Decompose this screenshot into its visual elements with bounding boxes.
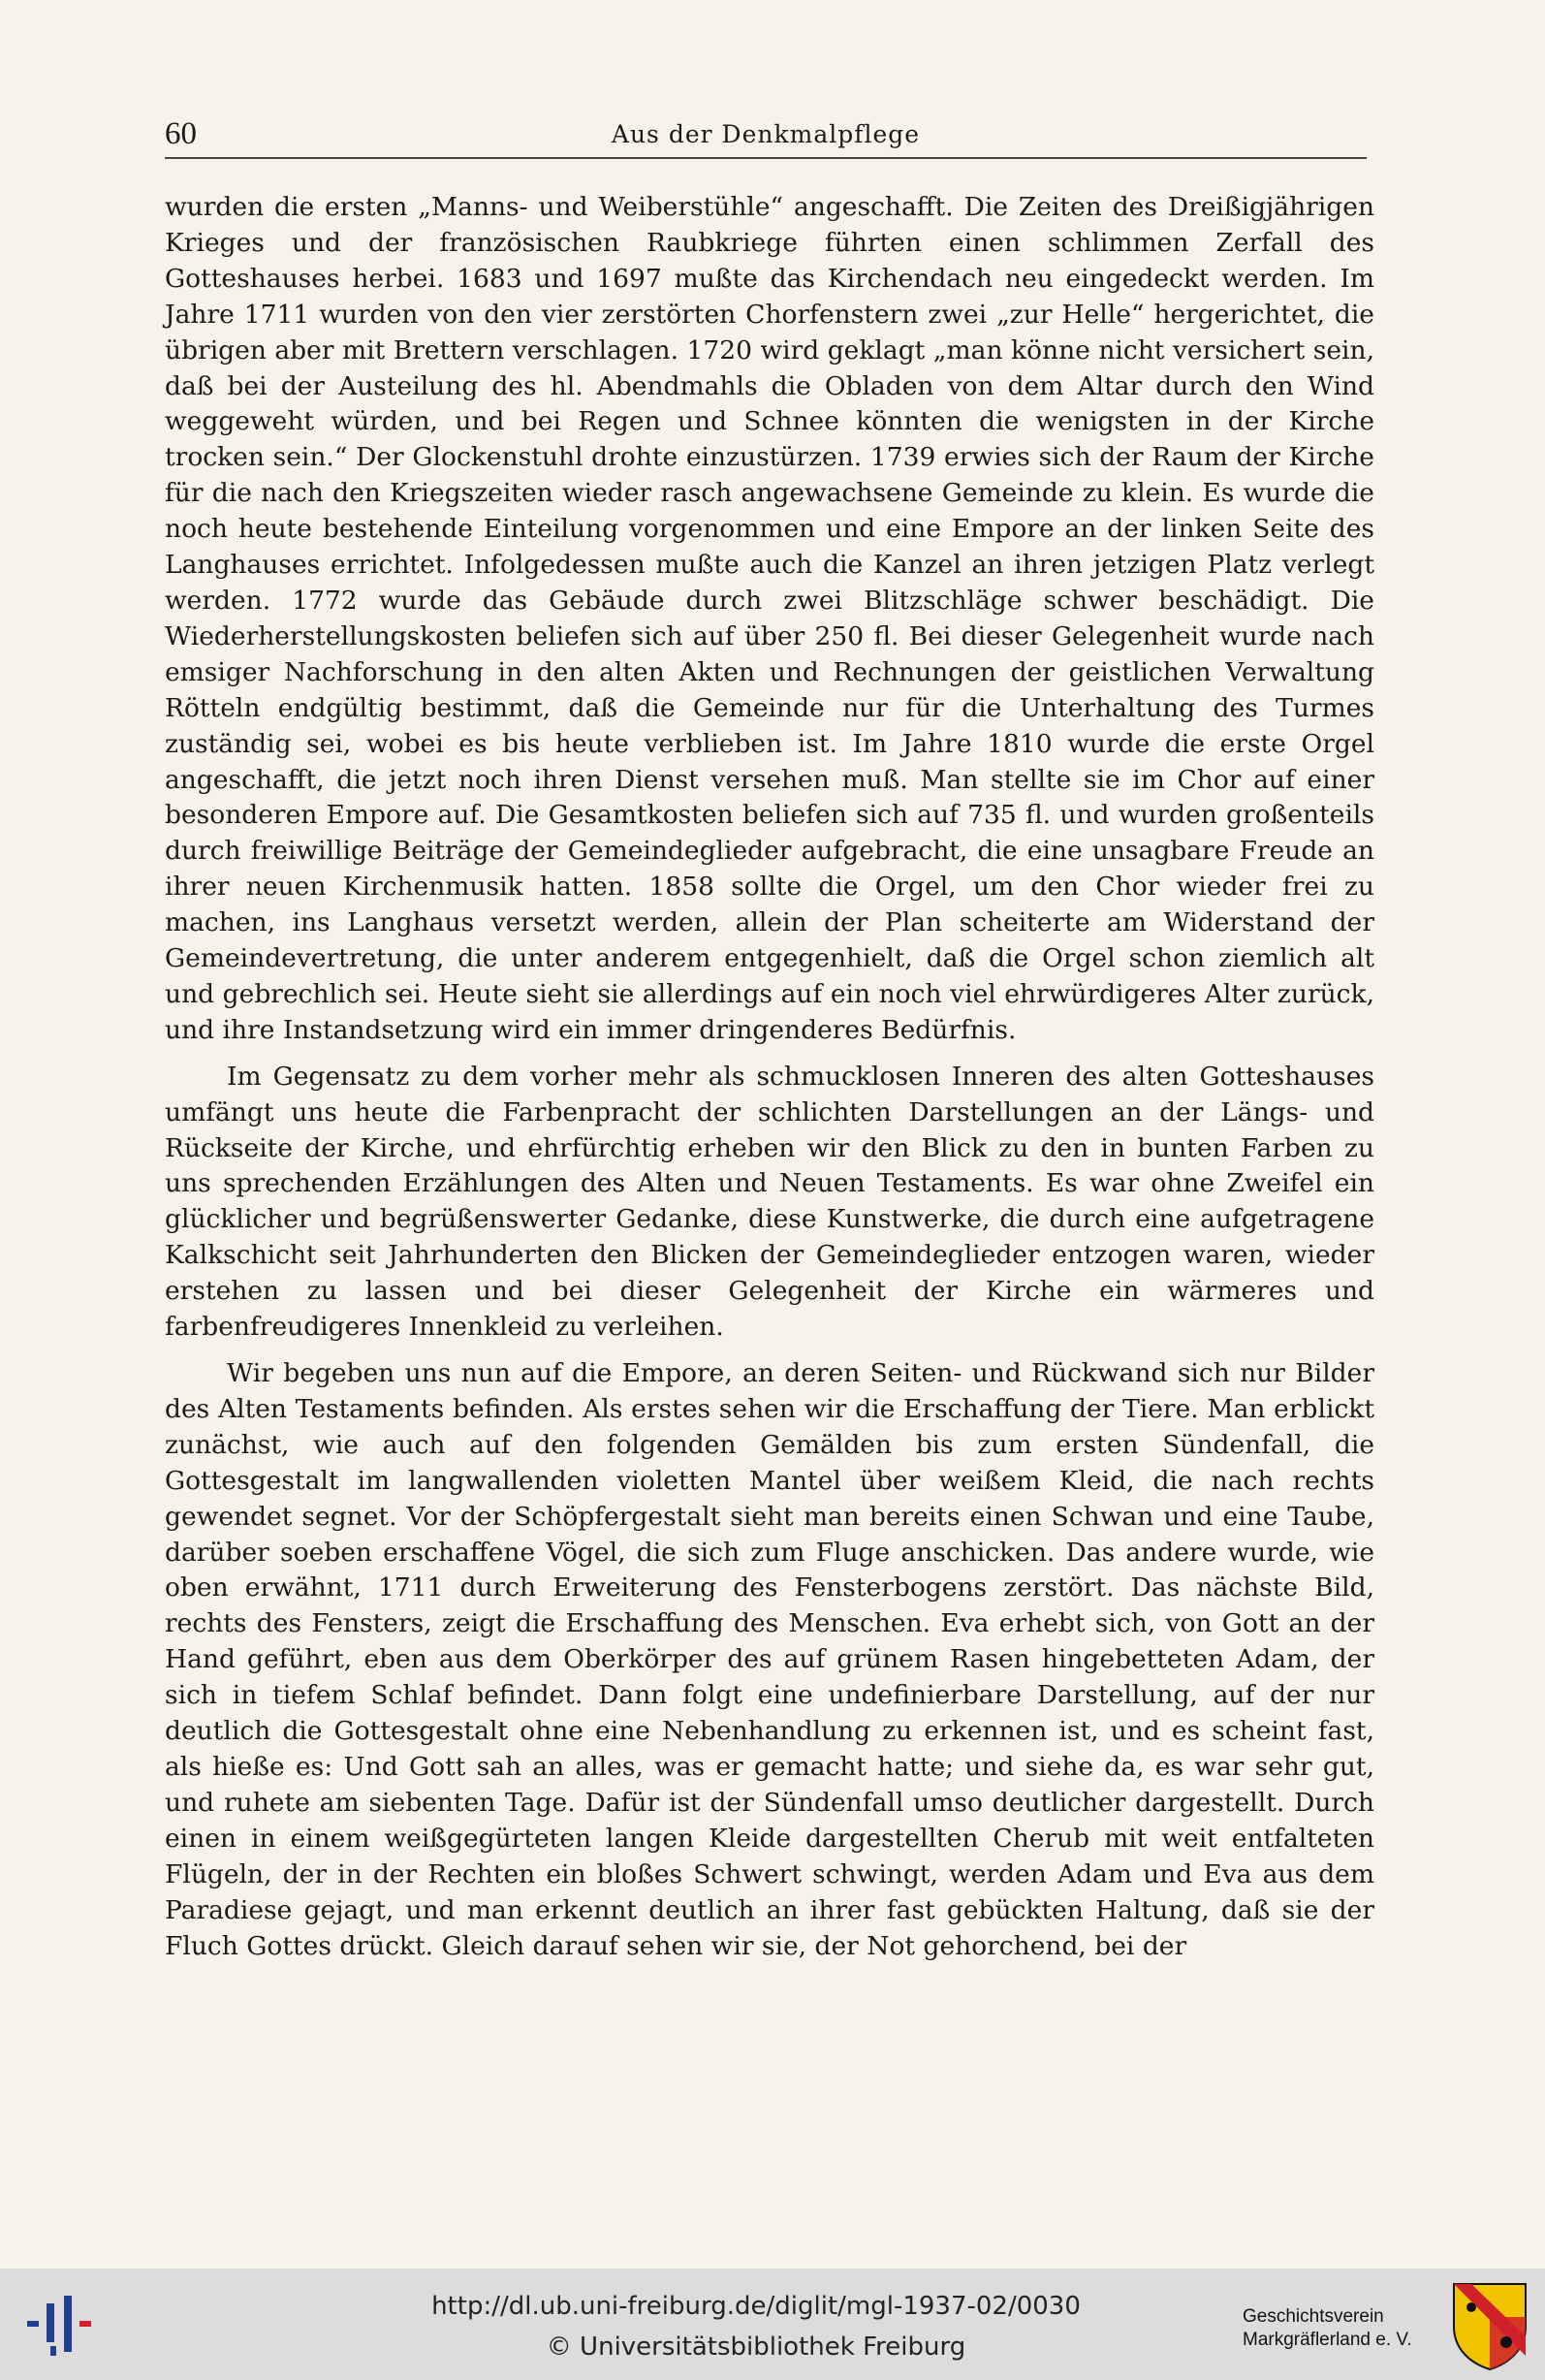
coat-of-arms-icon bbox=[1450, 2278, 1529, 2371]
society-name bbox=[1243, 2305, 1456, 2352]
library-logo-icon bbox=[21, 2286, 99, 2364]
paragraph-2: Im Gegensatz zu dem vorher mehr als schmucklosen Inneren des alten Gotteshauses umfängt uns heute die Farbenpracht der schlichten Darstellungen an der Längs- und Rückseite der Kirche, und ehrfürchtig erheben wir den Blick zu den in bunten Farben zu uns sprechenden Erzählungen des Alten und Neuen Testaments. Es war ohne Zweifel ein glücklicher und begrüßenswerter Gedanke, diese Kunstwerke, die durch eine aufgetragene Kalkschicht seit Jahrhunderten den Blicken der Gemeindeglieder entzogen waren, wieder erstehen zu lassen und bei dieser Gelegenheit der Kirche ein wärmeres und farbenfreudigeres Innenkleid zu verleihen. bbox=[165, 1061, 1374, 1343]
society-name-line1: Geschichtsverein bbox=[1243, 2306, 1384, 2327]
paragraph-1: wurden die ersten „Manns- und Weiberstühle“ angeschafft. Die Zeiten des Dreißigjährigen Krieges und der französischen Raubkriege führten einen schlimmen Zerfall des Gotteshauses herbei. 1683 und 1697 mußte das Kirchendach neu eingedeckt werden. Im Jahre 1711 wurden von den vier zerstörten Chorfenstern zwei „zur Helle“ hergerichtet, die übrigen aber mit Brettern verschlagen. 1720 wird geklagt „man könne nicht versichert sein, daß bei der Austeilung des hl. Abendmahls die Obladen von dem Altar durch den Wind weggeweht würden, und bei Regen und Schnee könnten die wenigsten in der Kirche trocken sein.“ Der Glockenstuhl drohte einzustürzen. 1739 erwies sich der Raum der Kirche für die nach den Kriegszeiten wieder rasch angewachsene Gemeinde zu klein. Es wurde die noch heute bestehende Einteilung vorgenommen und eine Empore an der linken Seite des Langhauses errichtet. Infolgedessen mußte auch die Kanzel an ihren jetzigen Platz verlegt werden. 1772 wurde das Gebäude durch zwei Blitzschläge schwer beschädigt. Die Wiederherstellungskosten beliefen sich auf über 250 fl. Bei dieser Gelegenheit wurde nach emsiger Nachforschung in den alten Akten und Rechnungen der geistlichen Verwaltung Rötteln endgültig bestimmt, daß die Gemeinde nur für die Unterhaltung des Turmes zuständig sei, wobei es bis heute verblieben ist. Im Jahre 1810 wurde die erste Orgel angeschafft, die jetzt noch ihren Dienst versehen muß. Man stellte sie im Chor auf einer besonderen Empore auf. Die Gesamtkosten beliefen sich auf 735 fl. und wurden großenteils durch freiwillige Beiträge der Gemeindeglieder aufgebracht, die eine unsagbare Freude an ihrer neuen Kirchenmusik hatten. 1858 sollte die Orgel, um den Chor wieder frei zu machen, ins Langhaus versetzt werden, allein der Plan scheiterte am Widerstand der Gemeindevertretung, die unter anderem entgegenhielt, daß die Orgel schon ziemlich alt und gebrechlich sei. Heute sieht sie allerdings auf ein noch viel ehrwürdigeres Alter zurück, und ihre Instandsetzung wird ein immer dringenderes Bedürfnis. bbox=[165, 192, 1374, 1045]
paragraph-3: Wir begeben uns nun auf die Empore, an deren Seiten- und Rückwand sich nur Bilder des Alten Testaments befinden. Als erstes sehen wir die Erschaffung der Tiere. Man erblickt zunächst, wie auch auf den folgenden Gemälden bis zum ersten Sündenfall, die Gottesgestalt im langwallenden violetten Mantel über weißem Kleid, die nach rechts gewendet segnet. Vor der Schöpfergestalt sieht man bereits einen Schwan und eine Taube, darüber soeben erschaffene Vögel, die sich zum Fluge anschicken. Das andere wurde, wie oben erwähnt, 1711 durch Erweiterung des Fensterbogens zerstört. Das nächste Bild, rechts des Fensters, zeigt die Erschaffung des Menschen. Eva erhebt sich, von Gott an der Hand geführt, eben aus dem Oberkörper des auf grünem Rasen hingebetteten Adam, der sich in tiefem Schlaf befindet. Dann folgt eine undefinierbare Darstellung, auf der nur deutlich die Gottesgestalt ohne eine Nebenhandlung zu erkennen ist, und es scheint fast, als hieße es: Und Gott sah an alles, was er gemacht hatte; und siehe da, es war sehr gut, und ruhete am siebenten Tage. Dafür ist der Sündenfall umso deutlicher dargestellt. Durch einen in einem weißgegürteten langen Kleide dargestellten Cherub mit weit entfalteten Flügeln, der in der Rechten ein bloßes Schwert schwingt, werden Adam und Eva aus dem Paradiese gejagt, und man erkennt deutlich an ihrer fast gebückten Haltung, daß sie der Fluch Gottes drückt. Gleich darauf sehen wir sie, der Not gehorchend, bei der bbox=[165, 1358, 1374, 1961]
footer-url[interactable]: http://dl.ub.uni-freiburg.de/diglit/mgl-1937-02/0030 bbox=[431, 2292, 1081, 2321]
page-header bbox=[165, 114, 1367, 159]
footer-bar bbox=[0, 2269, 1545, 2380]
running-title: Aus der Denkmalpflege bbox=[611, 120, 921, 148]
body-text bbox=[165, 190, 1374, 1975]
society-name-line2: Markgräflerland e. V. bbox=[1243, 2330, 1412, 2350]
footer-copyright: © Universitätsbibliothek Freiburg bbox=[546, 2332, 966, 2362]
page-number: 60 bbox=[165, 116, 197, 151]
